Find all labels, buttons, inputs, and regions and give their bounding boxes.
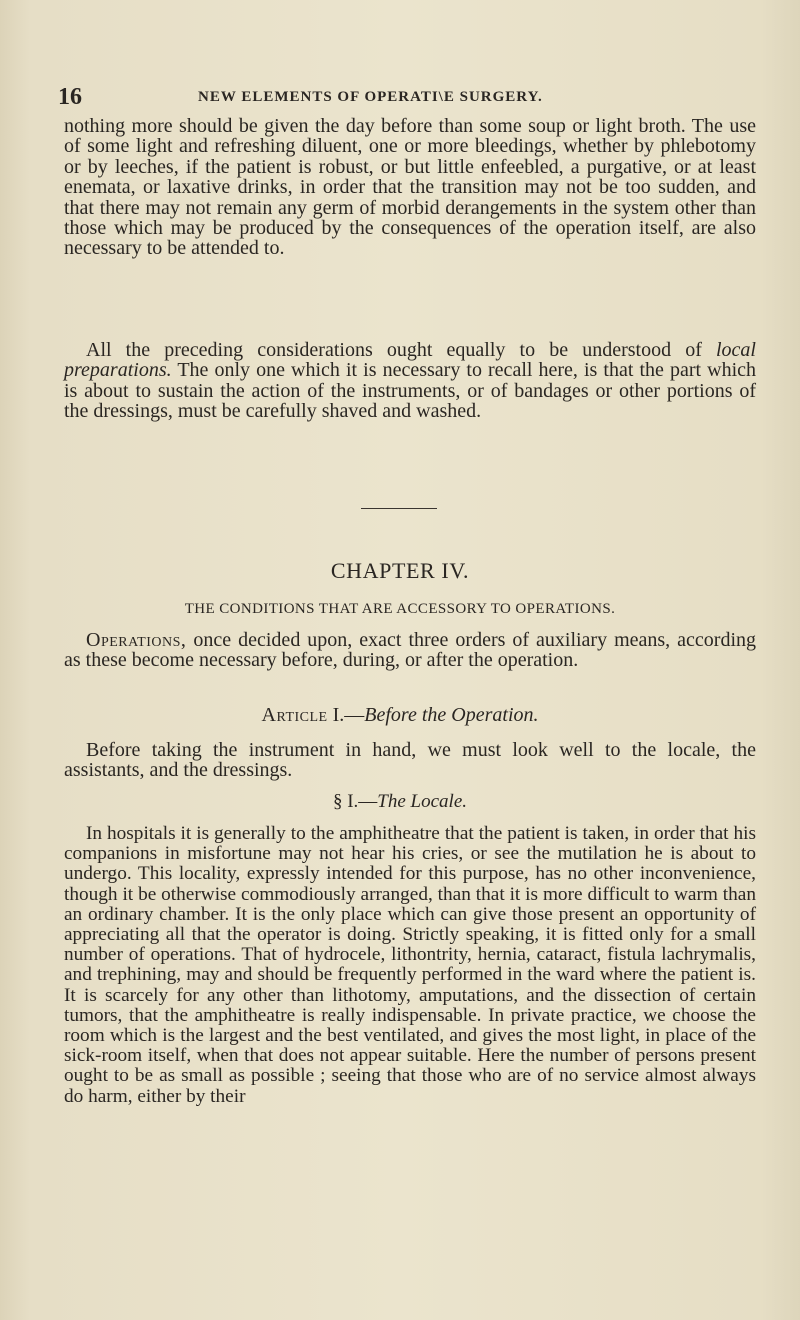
paragraph-article-intro [64, 740, 756, 781]
text-run: All the preceding considerations ought equally to be understood of [86, 339, 716, 361]
text-run: The only one which it is necessary to recall here, is that the part which is about to sustain the action of the instruments, or of bandages or other portions of the dressings, must be carefully shaved and washed. [64, 359, 756, 423]
italic-term: local preparations. [64, 339, 756, 382]
section-number: § I.— [332, 791, 378, 812]
article-number: I.— [327, 704, 365, 726]
paragraph-text: In hospitals it is generally to the amphitheatre that the patient is taken, in order that his companions in misfortune may not hear his cries, or see the mutilation he is about to undergo. This locality, expressly intended for this purpose, has no other inconvenience, though it be otherwise commodiously arranged, than that it is more difficult to warm than an ordinary chamber. It is the only place which can give those present an opportunity of appreciating all that the operator is doing. Strictly speaking, it is fitted only for a small number of operations. That of hydrocele, lithontrity, hernia, cataract, fistula lachrymalis, and trephining, may and should be frequently performed in the ward where the patient is. It is scarcely for any other than lithotomy, amputations, and the dissection of certain tumors, that the amphitheatre is really indispensable. In private practice, we choose the room which is the largest and the best ventilated, and gives the most light, in place of the sick-room itself, when that does not appear suitable. Here the number of persons present ought to be as small as possible ; seeing that those who are of no service almost always do harm, either by their [64, 823, 756, 1107]
paragraph-text: nothing more should be given the day before than some soup or light broth. The use of some light and refreshing diluent, one or more bleedings, whether by phlebotomy or by leeches, if the patient is robust, or but little enfeebled, a purgative, or at least enemata, or laxative drinks, in order that the transition may not be too sudden, and that there may not remain any germ of morbid derangements in the system other than those which may be produced by the consequences of the operation itself, are also necessary to be attended to. [64, 115, 756, 260]
section-heading [0, 791, 800, 813]
section-title: The Locale. [377, 791, 468, 812]
running-head: NEW ELEMENTS OF OPERATI\E SURGERY. [198, 89, 543, 105]
paragraph-text [64, 340, 756, 422]
paragraph-text: Before taking the instrument in hand, we must look well to the locale, the assistants, and the dressings. [64, 739, 756, 782]
paragraph-preparations-end [64, 116, 756, 259]
paragraph-text [64, 630, 756, 671]
paragraph-locale [64, 824, 756, 1107]
paragraph-chapter-intro [64, 630, 756, 671]
text-run: once decided upon, exact three orders of auxiliary means, according as these become necessary before, during, or after the operation. [64, 629, 756, 672]
paragraph-local-preparations [64, 340, 756, 422]
article-label: Article [261, 704, 328, 726]
chapter-title: CHAPTER IV. [330, 558, 470, 583]
section-divider [361, 508, 437, 509]
page-number: 16 [58, 84, 82, 110]
article-title: Before the Operation. [364, 704, 539, 726]
page-header [58, 84, 758, 108]
lead-word: Operations, [86, 629, 187, 651]
chapter-subtitle: THE CONDITIONS THAT ARE ACCESSORY TO OPERATIONS. [184, 601, 616, 617]
article-heading [0, 704, 800, 727]
